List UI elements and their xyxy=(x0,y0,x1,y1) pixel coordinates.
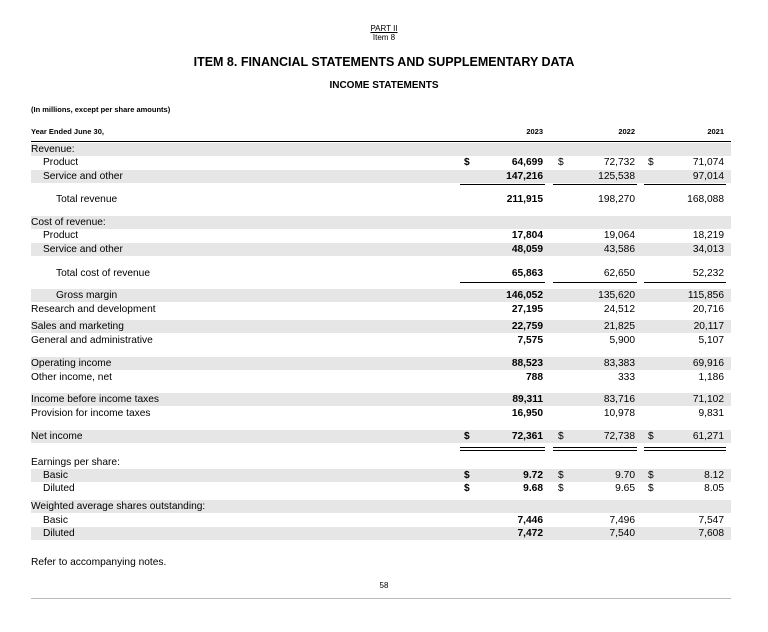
cell-value-2021: 61,271 xyxy=(692,431,724,442)
table-row xyxy=(31,229,731,242)
cell-value-2021: 20,716 xyxy=(692,304,724,315)
row-label: Provision for income taxes xyxy=(31,408,151,419)
table-row xyxy=(31,393,731,406)
cell-value-2023: 65,863 xyxy=(511,268,543,279)
row-label: Service and other xyxy=(43,244,123,255)
cell-value-2021: 9,831 xyxy=(698,408,724,419)
subtotal-underline xyxy=(644,184,726,185)
cell-value-2021: 97,014 xyxy=(692,171,724,182)
currency-symbol: $ xyxy=(464,470,470,481)
row-label: Income before income taxes xyxy=(31,394,159,405)
table-row xyxy=(31,469,731,482)
table-row xyxy=(31,500,731,513)
cell-value-2022: 83,716 xyxy=(603,394,635,405)
cell-value-2023: 48,059 xyxy=(511,244,543,255)
table-row xyxy=(31,320,731,333)
cell-value-2023: 7,446 xyxy=(517,515,543,526)
cell-value-2022: 24,512 xyxy=(603,304,635,315)
year-ended-label: Year Ended June 30, xyxy=(31,127,104,136)
table-row xyxy=(31,193,731,206)
table-row xyxy=(31,407,731,420)
currency-symbol: $ xyxy=(648,470,654,481)
table-row xyxy=(31,456,731,469)
cell-value-2021: 8.12 xyxy=(704,470,724,481)
cell-value-2023: 9.68 xyxy=(523,483,543,494)
row-label: Total revenue xyxy=(56,194,118,205)
cell-value-2023: 89,311 xyxy=(512,394,543,405)
currency-symbol: $ xyxy=(464,157,470,168)
subtotal-underline xyxy=(460,184,545,185)
item-label: Item 8 xyxy=(372,33,396,42)
row-label: Cost of revenue: xyxy=(31,217,106,228)
row-label: Diluted xyxy=(43,528,75,539)
cell-value-2021: 5,107 xyxy=(698,335,724,346)
row-label: Earnings per share: xyxy=(31,457,120,468)
cell-value-2022: 7,540 xyxy=(609,528,635,539)
row-label: Basic xyxy=(43,515,68,526)
footnote: Refer to accompanying notes. xyxy=(31,557,167,568)
cell-value-2023: 146,052 xyxy=(506,290,543,301)
cell-value-2022: 72,732 xyxy=(603,157,635,168)
row-label: Product xyxy=(43,230,79,241)
currency-symbol: $ xyxy=(558,470,564,481)
cell-value-2021: 71,102 xyxy=(692,394,724,405)
part-label: PART II xyxy=(370,24,398,33)
cell-value-2021: 69,916 xyxy=(692,358,724,369)
cell-value-2022: 83,383 xyxy=(603,358,635,369)
cell-value-2022: 19,064 xyxy=(603,230,635,241)
cell-value-2023: 64,699 xyxy=(511,157,543,168)
table-row xyxy=(31,527,731,540)
currency-symbol: $ xyxy=(558,483,564,494)
subtotal-underline xyxy=(460,282,545,283)
statement-title: INCOME STATEMENTS xyxy=(329,80,439,91)
currency-symbol: $ xyxy=(648,483,654,494)
currency-symbol: $ xyxy=(558,431,564,442)
column-header-2022: 2022 xyxy=(618,127,635,136)
total-double-underline xyxy=(644,447,726,451)
cell-value-2023: 88,523 xyxy=(511,358,543,369)
total-double-underline xyxy=(553,447,637,451)
currency-symbol: $ xyxy=(464,431,470,442)
row-label: Diluted xyxy=(43,483,75,494)
cell-value-2021: 8.05 xyxy=(704,483,724,494)
cell-value-2022: 7,496 xyxy=(609,515,635,526)
table-row xyxy=(31,334,731,347)
row-label: Sales and marketing xyxy=(31,321,124,332)
table-row xyxy=(31,371,731,384)
row-label: Gross margin xyxy=(56,290,118,301)
cell-value-2022: 72,738 xyxy=(603,431,635,442)
table-row xyxy=(31,267,731,280)
column-header-2021: 2021 xyxy=(707,127,724,136)
row-label: Product xyxy=(43,157,79,168)
total-double-underline xyxy=(460,447,545,451)
row-label: Research and development xyxy=(31,304,156,315)
row-label: Service and other xyxy=(43,171,123,182)
currency-symbol: $ xyxy=(558,157,564,168)
column-header-2023: 2023 xyxy=(526,127,543,136)
cell-value-2021: 115,856 xyxy=(687,290,724,301)
cell-value-2023: 16,950 xyxy=(511,408,543,419)
table-row xyxy=(31,303,731,316)
cell-value-2022: 9.65 xyxy=(615,483,635,494)
cell-value-2021: 18,219 xyxy=(692,230,724,241)
footer-divider xyxy=(31,598,731,599)
cell-value-2021: 7,608 xyxy=(698,528,724,539)
subtotal-underline xyxy=(553,184,637,185)
cell-value-2021: 34,013 xyxy=(692,244,724,255)
cell-value-2023: 27,195 xyxy=(511,304,543,315)
header-divider xyxy=(31,141,731,142)
row-label: Revenue: xyxy=(31,144,75,155)
page-title: ITEM 8. FINANCIAL STATEMENTS AND SUPPLEMENTARY DATA xyxy=(193,55,575,69)
row-label: Operating income xyxy=(31,358,112,369)
table-row xyxy=(31,514,731,527)
row-label: Weighted average shares outstanding: xyxy=(31,501,206,512)
row-label: General and administrative xyxy=(31,335,153,346)
table-row xyxy=(31,243,731,256)
cell-value-2023: 7,575 xyxy=(517,335,543,346)
currency-symbol: $ xyxy=(648,431,654,442)
cell-value-2022: 43,586 xyxy=(603,244,635,255)
subtotal-underline xyxy=(644,282,726,283)
table-row xyxy=(31,216,731,229)
table-row xyxy=(31,289,731,302)
table-row xyxy=(31,156,731,169)
cell-value-2022: 62,650 xyxy=(603,268,635,279)
cell-value-2023: 22,759 xyxy=(511,321,543,332)
cell-value-2021: 7,547 xyxy=(698,515,724,526)
cell-value-2021: 52,232 xyxy=(692,268,724,279)
cell-value-2022: 10,978 xyxy=(603,408,635,419)
cell-value-2023: 17,804 xyxy=(511,230,543,241)
cell-value-2022: 21,825 xyxy=(603,321,635,332)
table-row xyxy=(31,170,731,183)
currency-symbol: $ xyxy=(648,157,654,168)
currency-symbol: $ xyxy=(464,483,470,494)
table-row xyxy=(31,143,731,156)
page-number: 58 xyxy=(379,581,389,590)
row-label: Other income, net xyxy=(31,372,112,383)
row-label: Basic xyxy=(43,470,68,481)
row-label: Total cost of revenue xyxy=(56,268,151,279)
cell-value-2023: 7,472 xyxy=(517,528,543,539)
cell-value-2022: 125,538 xyxy=(598,171,635,182)
row-label: Net income xyxy=(31,431,83,442)
table-row xyxy=(31,430,731,443)
cell-value-2022: 9.70 xyxy=(615,470,635,481)
table-row xyxy=(31,482,731,495)
cell-value-2023: 72,361 xyxy=(511,431,543,442)
cell-value-2023: 9.72 xyxy=(523,470,543,481)
cell-value-2022: 198,270 xyxy=(598,194,635,205)
cell-value-2023: 211,915 xyxy=(506,194,543,205)
cell-value-2021: 71,074 xyxy=(692,157,724,168)
cell-value-2022: 333 xyxy=(618,372,635,383)
cell-value-2021: 168,088 xyxy=(687,194,724,205)
table-row xyxy=(31,357,731,370)
cell-value-2023: 147,216 xyxy=(506,171,543,182)
cell-value-2021: 20,117 xyxy=(693,321,724,332)
cell-value-2022: 135,620 xyxy=(598,290,635,301)
cell-value-2022: 5,900 xyxy=(609,335,635,346)
units-note: (In millions, except per share amounts) xyxy=(31,105,171,114)
cell-value-2021: 1,186 xyxy=(698,372,724,383)
cell-value-2023: 788 xyxy=(526,372,543,383)
subtotal-underline xyxy=(553,282,637,283)
